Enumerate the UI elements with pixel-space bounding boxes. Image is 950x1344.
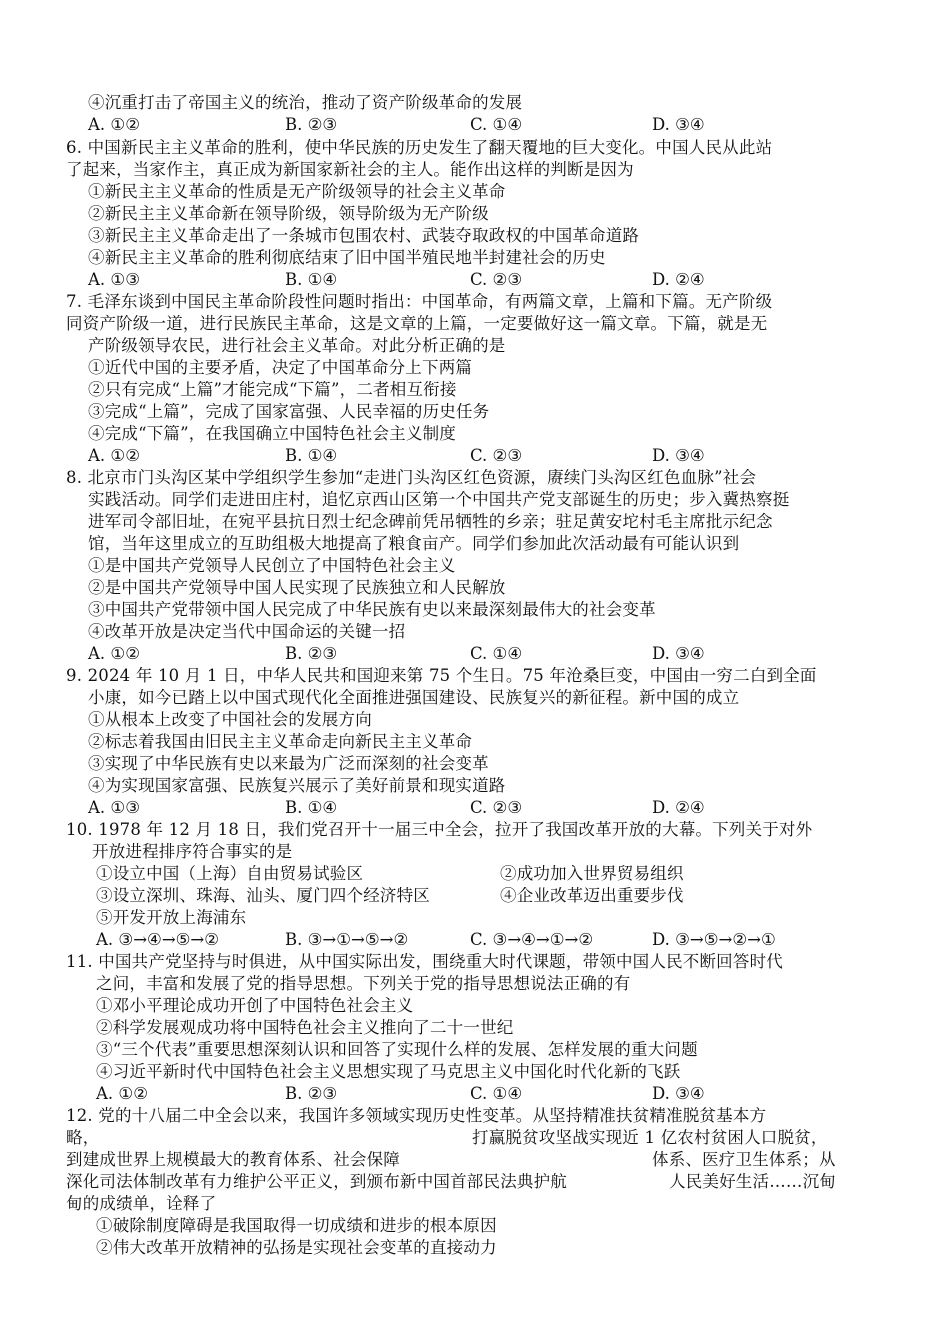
q6-option-b: B. ①④ <box>285 270 338 289</box>
q6-item-1: ①新民主主义革命的性质是无产阶级领导的社会主义革命 <box>88 182 506 201</box>
q9-option-b: B. ①④ <box>285 798 338 817</box>
q11-item-1: ①邓小平理论成功开创了中国特色社会主义 <box>96 996 414 1015</box>
q9-stem-line1: 9. 2024 年 10 月 1 日，中华人民共和国迎来第 75 个生日。75 年沧桑巨变，中国由一穷二白到全面 <box>66 666 817 685</box>
q6-item-4: ④新民主主义革命的胜利彻底结束了旧中国半殖民地半封建社会的历史 <box>88 248 606 267</box>
q9-option-a: A. ①③ <box>88 798 140 817</box>
q11-option-b: B. ②③ <box>285 1084 338 1103</box>
q10-stem-line1: 10. 1978 年 12 月 18 日，我们党召开十一届三中全会，拉开了我国改革开放的大幕。下列关于对外 <box>66 820 813 839</box>
q10-stem-line2: 开放进程排序符合事实的是 <box>92 842 293 861</box>
q6-option-c: C. ②③ <box>470 270 523 289</box>
q7-option-d: D. ③④ <box>652 446 705 465</box>
q10-option-b: B. ③→①→⑤→② <box>285 930 409 949</box>
q9-item-2: ②标志着我国由旧民主主义革命走向新民主主义革命 <box>88 732 473 751</box>
q12-stem-line1: 12. 党的十八届二中全会以来，我国许多领域实现历史性变革。从坚持精准扶贫精准脱贫基本方 <box>66 1106 767 1125</box>
carry-option-b: B. ②③ <box>285 115 338 134</box>
q7-option-c: C. ②③ <box>470 446 523 465</box>
q9-item-4: ④为实现国家富强、民族复兴展示了美好前景和现实道路 <box>88 776 506 795</box>
q7-item-3: ③完成“上篇”，完成了国家富强、人民幸福的历史任务 <box>88 402 490 421</box>
q8-stem-line2: 实践活动。同学们走进田庄村，追忆京西山区第一个中国共产党支部诞生的历史；步入冀热察挺 <box>88 490 790 509</box>
q10-item-3: ③设立深圳、珠海、汕头、厦门四个经济特区 <box>96 886 430 905</box>
q7-stem-line1: 7. 毛泽东谈到中国民主革命阶段性问题时指出：中国革命，有两篇文章，上篇和下篇。无产阶级 <box>66 292 773 311</box>
q8-option-d: D. ③④ <box>652 644 705 663</box>
q11-stem-line2: 之问，丰富和发展了党的指导思想。下列关于党的指导思想说法正确的有 <box>96 974 631 993</box>
q9-item-1: ①从根本上改变了中国社会的发展方向 <box>88 710 372 729</box>
q12-stem-line2a: 略， <box>66 1128 100 1147</box>
q6-stem-line1: 6. 中国新民主主义革命的胜利，使中华民族的历史发生了翻天覆地的巨大变化。中国人民从此站 <box>66 138 773 157</box>
q12-stem-line4a: 深化司法体制改革有力维护公平正义，到颁布新中国首部民法典护航 <box>66 1172 567 1191</box>
q8-stem-line1: 8. 北京市门头沟区某中学组织学生参加“走进门头沟区红色资源，赓续门头沟区红色血脉”社会 <box>66 468 757 487</box>
q11-option-c: C. ①④ <box>470 1084 523 1103</box>
q10-option-a: A. ③→④→⑤→② <box>96 930 220 949</box>
q8-item-3: ③中国共产党带领中国人民完成了中华民族有史以来最深刻最伟大的社会变革 <box>88 600 656 619</box>
q8-item-1: ①是中国共产党领导人民创立了中国特色社会主义 <box>88 556 456 575</box>
q9-option-d: D. ②④ <box>652 798 705 817</box>
q7-option-b: B. ①④ <box>285 446 338 465</box>
q6-option-d: D. ②④ <box>652 270 705 289</box>
q11-item-3: ③“三个代表”重要思想深刻认识和回答了实现什么样的发展、怎样发展的重大问题 <box>96 1040 698 1059</box>
q9-stem-line2: 小康，如今已踏上以中国式现代化全面推进强国建设、民族复兴的新征程。新中国的成立 <box>88 688 740 707</box>
q11-option-d: D. ③④ <box>652 1084 705 1103</box>
q10-item-2: ②成功加入世界贸易组织 <box>500 864 684 883</box>
q7-stem-line2: 同资产阶级一道，进行民族民主革命，这是文章的上篇，一定要做好这一篇文章。下篇，就是无 <box>66 314 768 333</box>
q9-option-c: C. ②③ <box>470 798 523 817</box>
q10-option-d: D. ③→⑤→②→① <box>652 930 776 949</box>
q12-stem-line2b: 打赢脱贫攻坚战实现近 1 亿农村贫困人口脱贫， <box>472 1128 828 1147</box>
q8-item-2: ②是中国共产党领导中国人民实现了民族独立和人民解放 <box>88 578 506 597</box>
carry-item-4: ④沉重打击了帝国主义的统治，推动了资产阶级革命的发展 <box>88 93 523 112</box>
q12-stem-line5: 甸的成绩单，诠释了 <box>66 1194 217 1213</box>
q12-stem-line3a: 到建成世界上规模最大的教育体系、社会保障 <box>66 1150 400 1169</box>
q7-item-4: ④完成“下篇”，在我国确立中国特色社会主义制度 <box>88 424 456 443</box>
q8-option-b: B. ②③ <box>285 644 338 663</box>
q8-option-c: C. ①④ <box>470 644 523 663</box>
q11-option-a: A. ①② <box>96 1084 148 1103</box>
q8-stem-line3: 进军司令部旧址，在宛平县抗日烈士纪念碑前凭吊牺牲的乡亲；驻足黄安坨村毛主席批示纪念 <box>88 512 773 531</box>
q12-stem-line4b: 人民美好生活……沉甸 <box>669 1172 836 1191</box>
q7-option-a: A. ①② <box>88 446 140 465</box>
q7-item-1: ①近代中国的主要矛盾，决定了中国革命分上下两篇 <box>88 358 473 377</box>
q6-stem-line2: 了起来，当家作主，真正成为新国家新社会的主人。能作出这样的判断是因为 <box>66 160 634 179</box>
q8-stem-line4: 馆，当年这里成立的互助组极大地提高了粮食亩产。同学们参加此次活动最有可能认识到 <box>88 534 740 553</box>
q6-item-2: ②新民主主义革命新在领导阶级，领导阶级为无产阶级 <box>88 204 489 223</box>
q11-stem-line1: 11. 中国共产党坚持与时俱进，从中国实际出发，围绕重大时代课题，带领中国人民不断回答时代 <box>66 952 783 971</box>
q11-item-4: ④习近平新时代中国特色社会主义思想实现了马克思主义中国化时代化新的飞跃 <box>96 1062 681 1081</box>
q10-option-c: C. ③→④→①→② <box>470 930 594 949</box>
carry-option-c: C. ①④ <box>470 115 523 134</box>
q12-item-2: ②伟大改革开放精神的弘扬是实现社会变革的直接动力 <box>96 1238 497 1257</box>
q11-item-2: ②科学发展观成功将中国特色社会主义推向了二十一世纪 <box>96 1018 514 1037</box>
q8-item-4: ④改革开放是决定当代中国命运的关键一招 <box>88 622 406 641</box>
q10-item-5: ⑤开发开放上海浦东 <box>96 908 247 927</box>
q6-item-3: ③新民主主义革命走出了一条城市包围农村、武装夺取政权的中国革命道路 <box>88 226 640 245</box>
q9-item-3: ③实现了中华民族有史以来最为广泛而深刻的社会变革 <box>88 754 489 773</box>
q7-stem-line3: 产阶级领导农民，进行社会主义革命。对此分析正确的是 <box>88 336 506 355</box>
q12-item-1: ①破除制度障碍是我国取得一切成绩和进步的根本原因 <box>96 1216 497 1235</box>
q7-item-2: ②只有完成“上篇”才能完成“下篇”，二者相互衔接 <box>88 380 457 399</box>
q8-option-a: A. ①② <box>88 644 140 663</box>
q10-item-1: ①设立中国（上海）自由贸易试验区 <box>96 864 364 883</box>
carry-option-d: D. ③④ <box>652 115 705 134</box>
q6-option-a: A. ①③ <box>88 270 140 289</box>
q12-stem-line3b: 体系、医疗卫生体系；从 <box>652 1150 836 1169</box>
carry-option-a: A. ①② <box>88 115 140 134</box>
q10-item-4: ④企业改革迈出重要步伐 <box>500 886 684 905</box>
